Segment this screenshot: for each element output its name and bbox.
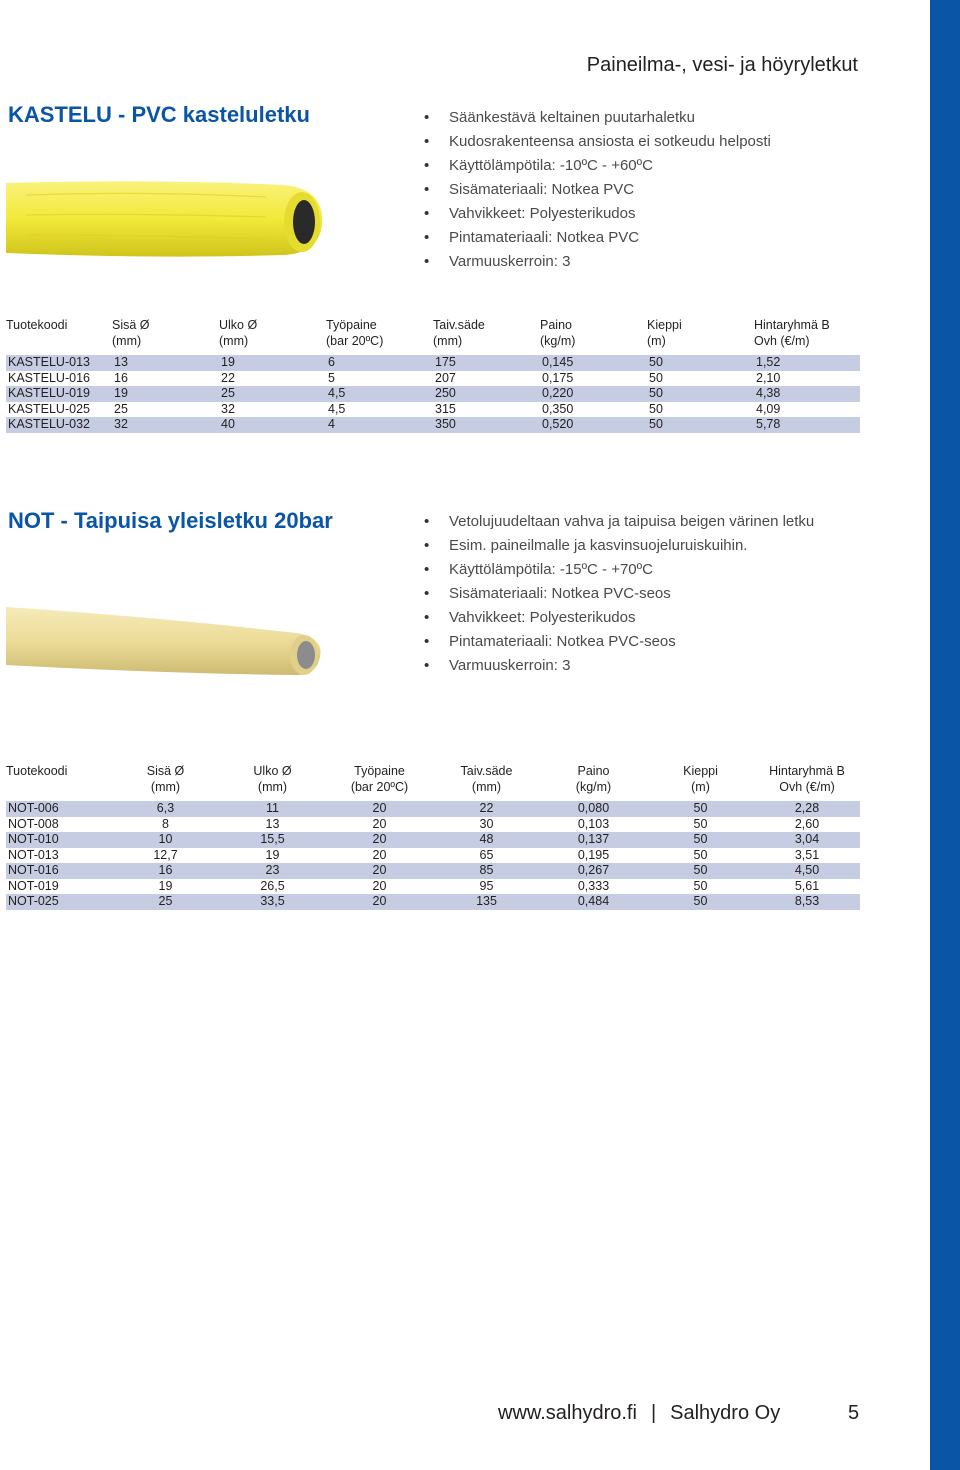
table-cell: 0,103: [540, 817, 647, 833]
table-cell: 0,267: [540, 863, 647, 879]
column-header: Hintaryhmä B Ovh (€/m): [769, 764, 845, 794]
table-cell: KASTELU-025: [6, 402, 112, 418]
column-header: Ulko Ø (mm): [219, 318, 258, 348]
table-cell: 4,5: [326, 386, 433, 402]
table-row: [6, 371, 860, 387]
table-header-row: [6, 763, 860, 801]
not-hose-image: [6, 595, 336, 685]
table-row: [6, 417, 860, 433]
table-cell: 50: [647, 801, 754, 817]
table-cell: 20: [326, 894, 433, 910]
column-header: Sisä Ø (mm): [146, 764, 185, 794]
table-cell: 25: [112, 894, 219, 910]
table-cell: 13: [112, 355, 219, 371]
table-cell: 50: [647, 863, 754, 879]
not-feature-item: • Käyttölämpötila: -15ºC - +70ºC: [424, 558, 814, 582]
table-cell: 3,51: [754, 848, 860, 864]
table-cell: 25: [112, 402, 219, 418]
table-cell: 50: [647, 355, 754, 371]
table-cell: 33,5: [219, 894, 326, 910]
table-cell: 2,60: [754, 817, 860, 833]
table-cell: 50: [647, 832, 754, 848]
footer-company: Salhydro Oy: [670, 1402, 781, 1424]
footer-separator: |: [650, 1402, 657, 1424]
kastelu-feature-item: • Säänkestävä keltainen puutarhaletku: [424, 106, 771, 130]
table-cell: 250: [433, 386, 540, 402]
table-cell: 8: [112, 817, 219, 833]
table-cell: 0,350: [540, 402, 647, 418]
table-row: [6, 894, 860, 910]
not-section-title: NOT - Taipuisa yleisletku 20bar: [8, 508, 333, 533]
table-cell: 50: [647, 386, 754, 402]
column-header: Taiv.säde (mm): [460, 764, 513, 794]
table-cell: NOT-010: [6, 832, 112, 848]
table-row: [6, 848, 860, 864]
table-cell: 175: [433, 355, 540, 371]
table-cell: 5: [326, 371, 433, 387]
column-header: Tuotekoodi: [6, 318, 68, 332]
table-cell: NOT-019: [6, 879, 112, 895]
table-cell: 6,3: [112, 801, 219, 817]
table-cell: 20: [326, 863, 433, 879]
table-cell: 95: [433, 879, 540, 895]
kastelu-section-title: KASTELU - PVC kasteluletku: [8, 102, 310, 127]
kastelu-feature-item: • Varmuuskerroin: 3: [424, 250, 771, 274]
table-cell: KASTELU-016: [6, 371, 112, 387]
table-cell: 207: [433, 371, 540, 387]
table-cell: KASTELU-013: [6, 355, 112, 371]
column-header: Työpaine (bar 20ºC): [350, 764, 409, 794]
table-cell: 50: [647, 817, 754, 833]
table-row: [6, 879, 860, 895]
table-cell: 350: [433, 417, 540, 433]
table-cell: 3,04: [754, 832, 860, 848]
table-cell: 20: [326, 801, 433, 817]
table-cell: KASTELU-032: [6, 417, 112, 433]
table-cell: 6: [326, 355, 433, 371]
table-cell: 25: [219, 386, 326, 402]
table-cell: 50: [647, 848, 754, 864]
kastelu-hose-image: [6, 155, 336, 260]
table-cell: 22: [219, 371, 326, 387]
table-cell: 2,28: [754, 801, 860, 817]
table-cell: 0,175: [540, 371, 647, 387]
table-cell: 4,09: [754, 402, 860, 418]
table-row: [6, 402, 860, 418]
kastelu-feature-item: • Pintamateriaali: Notkea PVC: [424, 226, 771, 250]
column-header: Ulko Ø (mm): [253, 764, 292, 794]
table-cell: 12,7: [112, 848, 219, 864]
table-cell: 20: [326, 848, 433, 864]
table-cell: 40: [219, 417, 326, 433]
not-feature-item: • Vetolujuudeltaan vahva ja taipuisa beigen värinen letku: [424, 510, 814, 534]
table-cell: 0,220: [540, 386, 647, 402]
table-cell: 48: [433, 832, 540, 848]
table-cell: 4: [326, 417, 433, 433]
table-cell: 8,53: [754, 894, 860, 910]
brand-sidebar: [930, 0, 960, 1470]
column-header: Sisä Ø (mm): [112, 318, 150, 348]
table-cell: 2,10: [754, 371, 860, 387]
table-cell: 16: [112, 371, 219, 387]
not-feature-item: • Pintamateriaali: Notkea PVC-seos: [424, 630, 814, 654]
table-cell: 32: [219, 402, 326, 418]
table-row: [6, 832, 860, 848]
table-cell: 11: [219, 801, 326, 817]
column-header: Paino (kg/m): [540, 318, 576, 348]
column-header: Paino (kg/m): [575, 764, 612, 794]
table-cell: 26,5: [219, 879, 326, 895]
table-cell: 19: [112, 879, 219, 895]
table-cell: 65: [433, 848, 540, 864]
table-cell: 23: [219, 863, 326, 879]
table-cell: NOT-025: [6, 894, 112, 910]
table-cell: 50: [647, 402, 754, 418]
table-cell: 32: [112, 417, 219, 433]
not-feature-item: • Vahvikkeet: Polyesterikudos: [424, 606, 814, 630]
table-cell: 4,5: [326, 402, 433, 418]
table-cell: NOT-008: [6, 817, 112, 833]
table-cell: 315: [433, 402, 540, 418]
kastelu-feature-list: [424, 106, 771, 274]
table-cell: 0,080: [540, 801, 647, 817]
table-cell: NOT-006: [6, 801, 112, 817]
table-cell: 50: [647, 417, 754, 433]
table-row: [6, 355, 860, 371]
table-cell: 0,484: [540, 894, 647, 910]
table-cell: 19: [219, 848, 326, 864]
table-cell: 0,137: [540, 832, 647, 848]
table-cell: 13: [219, 817, 326, 833]
footer-website-link[interactable]: www.salhydro.fi: [498, 1402, 637, 1424]
table-row: [6, 386, 860, 402]
not-feature-list: [424, 510, 814, 678]
not-spec-table: [6, 763, 860, 910]
table-cell: 4,38: [754, 386, 860, 402]
column-header: Työpaine (bar 20ºC): [326, 318, 384, 348]
table-cell: 0,333: [540, 879, 647, 895]
table-cell: 19: [112, 386, 219, 402]
kastelu-feature-item: • Sisämateriaali: Notkea PVC: [424, 178, 771, 202]
page-header-title: Paineilma-, vesi- ja höyryletkut: [586, 54, 858, 76]
table-cell: 0,195: [540, 848, 647, 864]
page-footer: [498, 1402, 860, 1425]
column-header: Taiv.säde (mm): [433, 318, 485, 348]
table-cell: 20: [326, 832, 433, 848]
table-row: [6, 863, 860, 879]
table-cell: KASTELU-019: [6, 386, 112, 402]
table-header-row: [6, 317, 860, 355]
kastelu-feature-item: • Käyttölämpötila: -10ºC - +60ºC: [424, 154, 771, 178]
column-header: Kieppi (m): [647, 318, 682, 348]
table-cell: 4,50: [754, 863, 860, 879]
table-cell: 10: [112, 832, 219, 848]
not-feature-item: • Sisämateriaali: Notkea PVC-seos: [424, 582, 814, 606]
column-header: Tuotekoodi: [6, 764, 68, 778]
column-header: Kieppi (m): [683, 764, 718, 794]
table-cell: NOT-013: [6, 848, 112, 864]
table-cell: 1,52: [754, 355, 860, 371]
table-cell: 50: [647, 894, 754, 910]
table-cell: 0,145: [540, 355, 647, 371]
not-feature-item: • Varmuuskerroin: 3: [424, 654, 814, 678]
kastelu-feature-item: • Kudosrakenteensa ansiosta ei sotkeudu helposti: [424, 130, 771, 154]
page-number: 5: [848, 1402, 860, 1424]
table-cell: 20: [326, 817, 433, 833]
table-cell: NOT-016: [6, 863, 112, 879]
table-row: [6, 817, 860, 833]
table-cell: 50: [647, 371, 754, 387]
table-cell: 5,61: [754, 879, 860, 895]
table-cell: 30: [433, 817, 540, 833]
table-cell: 0,520: [540, 417, 647, 433]
table-row: [6, 801, 860, 817]
table-cell: 19: [219, 355, 326, 371]
table-cell: 20: [326, 879, 433, 895]
table-cell: 135: [433, 894, 540, 910]
kastelu-feature-item: • Vahvikkeet: Polyesterikudos: [424, 202, 771, 226]
table-cell: 5,78: [754, 417, 860, 433]
table-cell: 50: [647, 879, 754, 895]
column-header: Hintaryhmä B Ovh (€/m): [754, 318, 830, 348]
table-cell: 85: [433, 863, 540, 879]
table-cell: 22: [433, 801, 540, 817]
not-feature-item: • Esim. paineilmalle ja kasvinsuojeluruiskuihin.: [424, 534, 814, 558]
kastelu-spec-table: [6, 317, 860, 433]
table-cell: 15,5: [219, 832, 326, 848]
table-cell: 16: [112, 863, 219, 879]
